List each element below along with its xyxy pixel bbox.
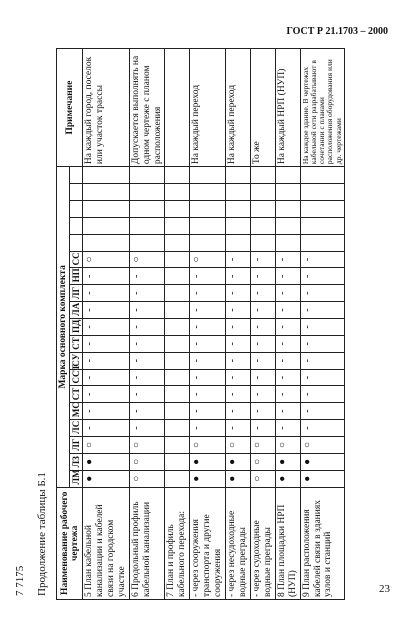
mark-cell bbox=[226, 217, 251, 234]
mark-cell bbox=[190, 217, 226, 234]
row-note: На каждый город, поселок или участок трассы bbox=[83, 49, 130, 167]
mark-cell: ● bbox=[300, 453, 344, 470]
mark-cell: ○ bbox=[129, 470, 165, 487]
row-note bbox=[165, 49, 190, 167]
mark-cell: ○ bbox=[250, 470, 275, 487]
mark-cell: ● bbox=[275, 470, 300, 487]
mark-cell bbox=[165, 302, 190, 319]
row-name: 9 План расположения кабелей связи в зданиях узлов и станций bbox=[300, 487, 344, 599]
mark-header-0: ЛМ bbox=[70, 470, 83, 487]
row-note: Допускается выполнять на одном чертеже с планом расположения bbox=[129, 49, 165, 167]
mark-cell: ● bbox=[300, 470, 344, 487]
mark-cell bbox=[165, 319, 190, 336]
mark-header-4: МС bbox=[70, 403, 83, 420]
mark-cell: - bbox=[250, 251, 275, 268]
mark-cell: - bbox=[250, 386, 275, 403]
mark-header-14 bbox=[70, 234, 83, 251]
table-caption: Продолжение таблицы Б.1 bbox=[36, 472, 48, 596]
mark-cell bbox=[165, 251, 190, 268]
mark-cell: ● bbox=[83, 453, 130, 470]
mark-cell bbox=[83, 167, 130, 184]
mark-cell: - bbox=[275, 403, 300, 420]
mark-header-10: ЛА bbox=[70, 302, 83, 319]
mark-cell: - bbox=[129, 403, 165, 420]
row-note: На каждый НРП (НУП) bbox=[275, 49, 300, 167]
mark-cell: - bbox=[226, 386, 251, 403]
mark-cell bbox=[129, 184, 165, 201]
mark-cell: ● bbox=[275, 453, 300, 470]
mark-cell: - bbox=[275, 420, 300, 437]
mark-header-11: ЛГ bbox=[70, 285, 83, 302]
mark-cell: - bbox=[190, 403, 226, 420]
table-row bbox=[165, 49, 190, 600]
table-row bbox=[300, 49, 344, 600]
mark-cell: - bbox=[226, 403, 251, 420]
mark-cell bbox=[83, 234, 130, 251]
mark-cell: ○ bbox=[275, 437, 300, 454]
standard-code: ГОСТ Р 21.1703 – 2000 bbox=[286, 26, 388, 37]
mark-cell: - bbox=[190, 268, 226, 285]
table-row bbox=[83, 49, 130, 600]
mark-header-9: ПД bbox=[70, 319, 83, 336]
mark-cell: - bbox=[226, 420, 251, 437]
mark-cell: - bbox=[83, 335, 130, 352]
mark-cell: - bbox=[250, 285, 275, 302]
mark-cell: - bbox=[190, 369, 226, 386]
mark-cell bbox=[250, 200, 275, 217]
mark-cell: ○ bbox=[83, 251, 130, 268]
mark-cell: ○ bbox=[83, 437, 130, 454]
mark-cell: - bbox=[190, 302, 226, 319]
mark-cell: - bbox=[83, 369, 130, 386]
row-note: На каждое здание. В чертежах кабельной сети разрабатывают в сочетании с планами расположения оборудования или др. чертежами bbox=[300, 49, 344, 167]
mark-cell: - bbox=[83, 268, 130, 285]
mark-cell bbox=[275, 234, 300, 251]
mark-cell: - bbox=[300, 403, 344, 420]
mark-cell: ● bbox=[226, 453, 251, 470]
table-row bbox=[129, 49, 165, 600]
mark-cell: - bbox=[300, 369, 344, 386]
mark-header-17 bbox=[70, 184, 83, 201]
page-number: 23 bbox=[379, 583, 390, 595]
mark-cell bbox=[226, 184, 251, 201]
mark-cell: - bbox=[250, 420, 275, 437]
mark-header-8: СТ bbox=[70, 335, 83, 352]
mark-cell bbox=[165, 234, 190, 251]
mark-cell: ○ bbox=[129, 453, 165, 470]
mark-cell bbox=[190, 234, 226, 251]
row-name: 5 План кабельной канализации и кабелей связи на городском участке bbox=[83, 487, 130, 599]
mark-cell: - bbox=[129, 268, 165, 285]
mark-cell bbox=[275, 167, 300, 184]
table-row bbox=[275, 49, 300, 600]
mark-cell bbox=[83, 184, 130, 201]
mark-cell: - bbox=[190, 352, 226, 369]
mark-cell bbox=[300, 167, 344, 184]
mark-cell: - bbox=[300, 319, 344, 336]
mark-cell bbox=[165, 470, 190, 487]
mark-cell: - bbox=[226, 319, 251, 336]
mark-cell bbox=[165, 184, 190, 201]
mark-cell bbox=[250, 234, 275, 251]
mark-cell bbox=[165, 217, 190, 234]
table-row bbox=[190, 49, 226, 600]
mark-cell: ○ bbox=[250, 453, 275, 470]
mark-cell bbox=[275, 217, 300, 234]
mark-cell: - bbox=[129, 335, 165, 352]
mark-cell bbox=[275, 200, 300, 217]
mark-cell: - bbox=[129, 302, 165, 319]
mark-cell: ○ bbox=[129, 251, 165, 268]
mark-cell bbox=[190, 167, 226, 184]
mark-cell: - bbox=[300, 420, 344, 437]
mark-header-5: СТ bbox=[70, 386, 83, 403]
mark-cell: - bbox=[129, 319, 165, 336]
row-note: На каждый переход bbox=[190, 49, 226, 167]
mark-cell bbox=[83, 200, 130, 217]
mark-cell bbox=[165, 437, 190, 454]
mark-cell bbox=[129, 200, 165, 217]
mark-header-6: ССТ bbox=[70, 369, 83, 386]
mark-cell: - bbox=[83, 319, 130, 336]
mark-cell bbox=[165, 352, 190, 369]
mark-cell bbox=[129, 217, 165, 234]
mark-cell: - bbox=[300, 302, 344, 319]
mark-cell: - bbox=[129, 369, 165, 386]
mark-cell: - bbox=[129, 352, 165, 369]
mark-cell: - bbox=[275, 352, 300, 369]
mark-cell: ○ bbox=[226, 437, 251, 454]
mark-cell: - bbox=[275, 369, 300, 386]
mark-cell bbox=[226, 200, 251, 217]
drawings-table bbox=[56, 48, 345, 600]
mark-cell: - bbox=[190, 386, 226, 403]
mark-cell: - bbox=[226, 268, 251, 285]
row-name: 6 Продольный профиль кабельной канализации bbox=[129, 487, 165, 599]
mark-header-16 bbox=[70, 200, 83, 217]
mark-cell: - bbox=[83, 352, 130, 369]
mark-cell bbox=[165, 200, 190, 217]
mark-cell: - bbox=[129, 386, 165, 403]
mark-cell: - bbox=[275, 335, 300, 352]
row-name: - через сооружения транспорта и другие сооружения bbox=[190, 487, 226, 599]
header-note: Примечание bbox=[57, 49, 83, 167]
mark-cell bbox=[300, 184, 344, 201]
mark-cell: - bbox=[83, 285, 130, 302]
mark-cell: ○ bbox=[190, 437, 226, 454]
row-note: На каждый переход bbox=[226, 49, 251, 167]
mark-header-1: ЛЗ bbox=[70, 453, 83, 470]
mark-cell: - bbox=[300, 251, 344, 268]
mark-cell bbox=[165, 420, 190, 437]
mark-cell: - bbox=[226, 302, 251, 319]
mark-cell bbox=[165, 403, 190, 420]
mark-cell: - bbox=[190, 420, 226, 437]
mark-cell: - bbox=[129, 285, 165, 302]
mark-cell: - bbox=[226, 369, 251, 386]
page-stamp: 7 7175 bbox=[14, 565, 26, 596]
mark-cell bbox=[250, 167, 275, 184]
mark-cell: - bbox=[83, 302, 130, 319]
mark-cell: - bbox=[250, 352, 275, 369]
mark-cell bbox=[165, 453, 190, 470]
mark-cell bbox=[165, 167, 190, 184]
mark-cell: - bbox=[275, 285, 300, 302]
mark-header-3: ЛС bbox=[70, 420, 83, 437]
rotated-content bbox=[10, 40, 368, 600]
table-row bbox=[250, 49, 275, 600]
mark-cell: - bbox=[300, 386, 344, 403]
mark-cell bbox=[250, 217, 275, 234]
mark-cell bbox=[165, 285, 190, 302]
mark-cell bbox=[300, 234, 344, 251]
mark-cell: - bbox=[83, 420, 130, 437]
mark-cell bbox=[165, 268, 190, 285]
mark-cell bbox=[190, 184, 226, 201]
mark-cell: - bbox=[275, 319, 300, 336]
mark-cell: - bbox=[250, 319, 275, 336]
mark-cell: - bbox=[300, 268, 344, 285]
mark-cell: - bbox=[300, 335, 344, 352]
mark-header-15 bbox=[70, 217, 83, 234]
mark-cell: - bbox=[226, 352, 251, 369]
mark-cell bbox=[165, 369, 190, 386]
table-row bbox=[226, 49, 251, 600]
mark-cell bbox=[275, 184, 300, 201]
mark-cell: ○ bbox=[250, 437, 275, 454]
mark-cell: - bbox=[190, 319, 226, 336]
mark-cell: - bbox=[226, 335, 251, 352]
mark-cell: ○ bbox=[129, 437, 165, 454]
mark-cell: - bbox=[250, 268, 275, 285]
mark-cell bbox=[129, 234, 165, 251]
mark-cell: ○ bbox=[190, 251, 226, 268]
mark-cell: - bbox=[275, 251, 300, 268]
mark-cell: - bbox=[300, 285, 344, 302]
mark-cell bbox=[250, 184, 275, 201]
row-name: 8 План площадки НРП (НУП) bbox=[275, 487, 300, 599]
mark-cell: - bbox=[275, 268, 300, 285]
mark-cell: ● bbox=[83, 470, 130, 487]
mark-cell bbox=[226, 234, 251, 251]
mark-cell: - bbox=[250, 403, 275, 420]
mark-cell bbox=[300, 200, 344, 217]
mark-cell: ● bbox=[190, 453, 226, 470]
mark-cell: - bbox=[275, 302, 300, 319]
mark-cell bbox=[226, 167, 251, 184]
mark-cell bbox=[165, 386, 190, 403]
mark-cell bbox=[190, 200, 226, 217]
mark-cell: ○ bbox=[300, 437, 344, 454]
mark-header-12: НП bbox=[70, 268, 83, 285]
mark-cell: - bbox=[190, 335, 226, 352]
mark-cell: - bbox=[250, 302, 275, 319]
mark-header-7: СУ bbox=[70, 352, 83, 369]
mark-cell: ● bbox=[226, 470, 251, 487]
mark-header-13: СС bbox=[70, 251, 83, 268]
row-note: То же bbox=[250, 49, 275, 167]
mark-cell bbox=[83, 217, 130, 234]
mark-cell: ● bbox=[190, 470, 226, 487]
header-mark-group: Марка основного комплекта bbox=[57, 167, 70, 487]
mark-cell: - bbox=[129, 420, 165, 437]
header-name: Наименование рабочего чертежа bbox=[57, 487, 83, 599]
row-name: 7 План и профиль кабельного перехода: bbox=[165, 487, 190, 599]
mark-cell: - bbox=[226, 285, 251, 302]
mark-cell: - bbox=[250, 369, 275, 386]
mark-cell bbox=[129, 167, 165, 184]
mark-cell: - bbox=[190, 285, 226, 302]
mark-cell: - bbox=[226, 251, 251, 268]
mark-cell bbox=[300, 217, 344, 234]
mark-cell: - bbox=[83, 386, 130, 403]
mark-header-18 bbox=[70, 167, 83, 184]
mark-cell bbox=[165, 335, 190, 352]
mark-cell: - bbox=[275, 386, 300, 403]
row-name: - через несудоходные водные преграды bbox=[226, 487, 251, 599]
row-name: - через судоходные водные преграды bbox=[250, 487, 275, 599]
mark-cell: - bbox=[250, 335, 275, 352]
mark-cell: - bbox=[83, 403, 130, 420]
mark-cell: - bbox=[300, 352, 344, 369]
mark-header-2: ЛГ bbox=[70, 437, 83, 454]
